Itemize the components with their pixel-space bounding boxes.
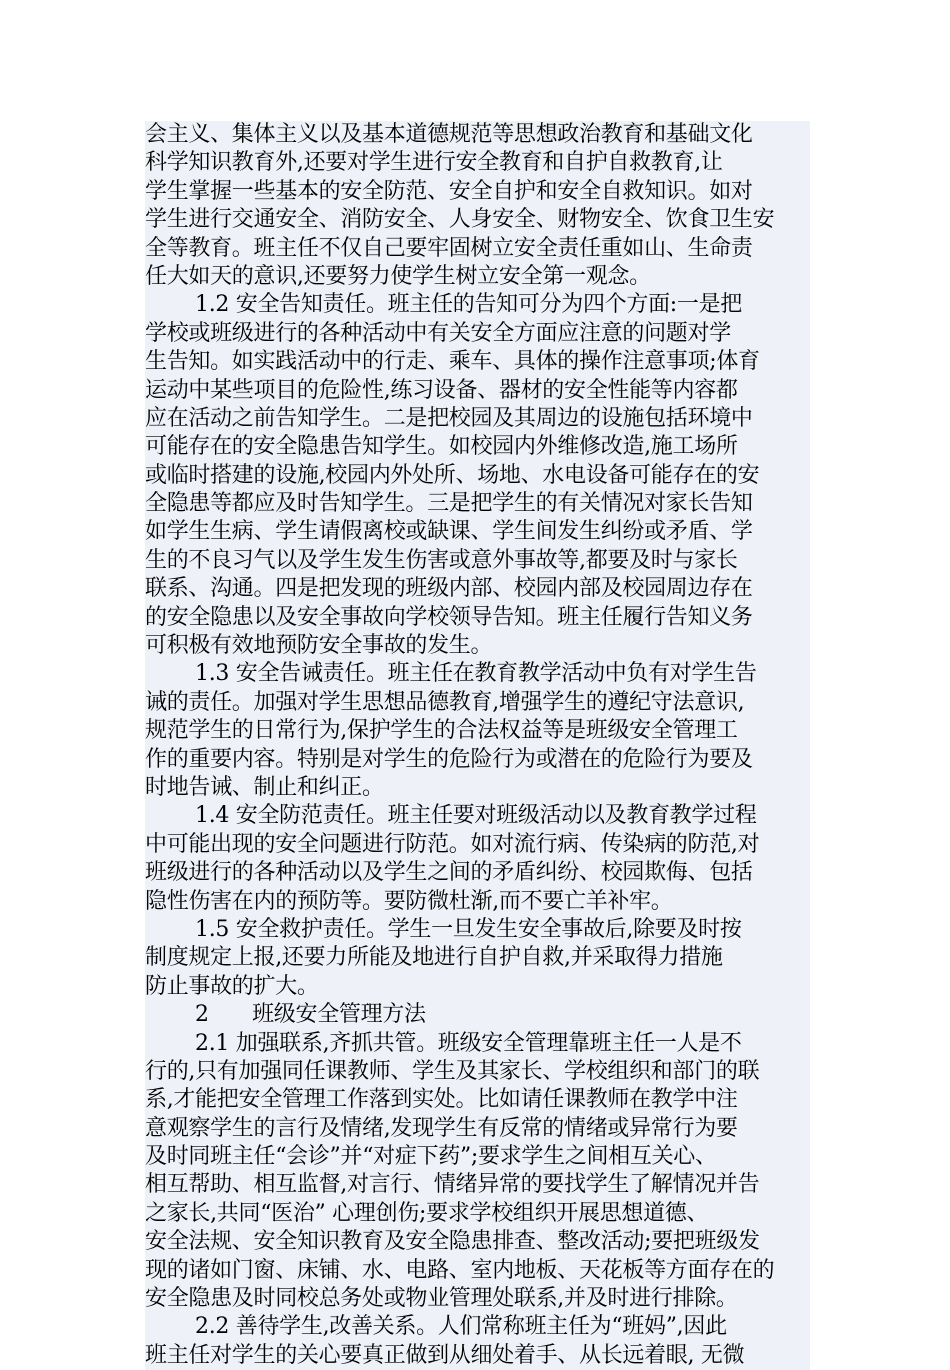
text-line: 全隐患等都应及时告知学生。三是把学生的有关情况对家长告知 bbox=[145, 491, 753, 517]
text-line: 可积极有效地预防安全事故的发生。 bbox=[145, 633, 493, 659]
text-line: 学生进行交通安全、消防安全、人身安全、财物安全、饮食卫生安 bbox=[145, 207, 775, 233]
text-line: 安全隐患及时同校总务处或物业管理处联系,并及时进行排除。 bbox=[145, 1286, 738, 1312]
text-line: 学校或班级进行的各种活动中有关安全方面应注意的问题对学 bbox=[145, 320, 731, 346]
text-line: 2.2 善待学生,改善关系。人们常称班主任为“班妈”,因此 bbox=[195, 1314, 727, 1340]
text-line: 之家长,共同“医治” 心理创伤;要求学校组织开展思想道德、 bbox=[145, 1200, 709, 1226]
body-text bbox=[145, 121, 810, 1370]
text-line: 2 班级安全管理方法 bbox=[195, 1002, 426, 1028]
text-line: 全等教育。班主任不仅自己要牢固树立安全责任重如山、生命责 bbox=[145, 235, 753, 261]
text-line: 现的诸如门窗、床铺、水、电路、室内地板、天花板等方面存在的 bbox=[145, 1257, 775, 1283]
text-line: 1.4 安全防范责任。班主任要对班级活动以及教育教学过程 bbox=[195, 803, 757, 829]
text-line: 1.2 安全告知责任。班主任的告知可分为四个方面:一是把 bbox=[195, 292, 742, 318]
text-line: 防止事故的扩大。 bbox=[145, 973, 319, 999]
text-line: 班级进行的各种活动以及学生之间的矛盾纠纷、校园欺侮、包括 bbox=[145, 860, 753, 886]
text-line: 会主义、集体主义以及基本道德规范等思想政治教育和基础文化 bbox=[145, 122, 753, 147]
text-line: 诫的责任。加强对学生思想品德教育,增强学生的遵纪守法意识, bbox=[145, 689, 745, 715]
text-line: 相互帮助、相互监督,对言行、情绪异常的要找学生了解情况并告 bbox=[145, 1172, 760, 1198]
text-line: 隐性伤害在内的预防等。要防微杜渐,而不要亡羊补牢。 bbox=[145, 888, 673, 914]
text-line: 制度规定上报,还要力所能及地进行自护自救,并采取得力措施 bbox=[145, 945, 723, 971]
text-line: 中可能出现的安全问题进行防范。如对流行病、传染病的防范,对 bbox=[145, 831, 760, 857]
text-line: 意观察学生的言行及情绪,发现学生有反常的情绪或异常行为要 bbox=[145, 1115, 738, 1141]
text-line: 如学生生病、学生请假离校或缺课、学生间发生纠纷或矛盾、学 bbox=[145, 519, 753, 545]
text-line: 1.5 安全救护责任。学生一旦发生安全事故后,除要及时按 bbox=[195, 916, 742, 942]
text-line: 可能存在的安全隐患告知学生。如校园内外维修改造,施工场所 bbox=[145, 434, 738, 460]
text-line: 生的不良习气以及学生发生伤害或意外事故等,都要及时与家长 bbox=[145, 547, 738, 573]
text-line: 应在活动之前告知学生。二是把校园及其周边的设施包括环境中 bbox=[145, 405, 753, 431]
text-line: 规范学生的日常行为,保护学生的合法权益等是班级安全管理工 bbox=[145, 718, 738, 744]
text-line: 班主任对学生的关心要真正做到从细处着手、从长远着眼, 无微 bbox=[145, 1342, 745, 1368]
text-line: 行的,只有加强同任课教师、学生及其家长、学校组织和部门的联 bbox=[145, 1058, 760, 1084]
text-line: 2.1 加强联系,齐抓共管。班级安全管理靠班主任一人是不 bbox=[195, 1030, 742, 1056]
text-line: 时地告诫、制止和纠正。 bbox=[145, 774, 384, 800]
text-line: 1.3 安全告诫责任。班主任在教育教学活动中负有对学生告 bbox=[195, 661, 757, 687]
text-line: 或临时搭建的设施,校园内外处所、场地、水电设备可能存在的安 bbox=[145, 462, 760, 488]
text-line: 作的重要内容。特别是对学生的危险行为或潜在的危险行为要及 bbox=[145, 746, 753, 772]
text-line: 联系、沟通。四是把发现的班级内部、校园内部及校园周边存在 bbox=[145, 576, 753, 602]
text-line: 安全法规、安全知识教育及安全隐患排查、整改活动;要把班级发 bbox=[145, 1229, 760, 1255]
text-line: 系,才能把安全管理工作落到实处。比如请任课教师在教学中注 bbox=[145, 1087, 738, 1113]
text-line: 任大如天的意识,还要努力使学生树立安全第一观念。 bbox=[145, 263, 651, 289]
text-line: 的安全隐患以及安全事故向学校领导告知。班主任履行告知义务 bbox=[145, 604, 753, 630]
text-line: 及时同班主任“会诊”并“对症下药”;要求学生之间相互关心、 bbox=[145, 1144, 717, 1170]
text-line: 学生掌握一些基本的安全防范、安全自护和安全自救知识。如对 bbox=[145, 178, 753, 204]
text-line: 科学知识教育外,还要对学生进行安全教育和自护自救教育,让 bbox=[145, 150, 723, 176]
text-line: 生告知。如实践活动中的行走、乘车、具体的操作注意事项;体育 bbox=[145, 349, 760, 375]
text-line: 运动中某些项目的危险性,练习设备、器材的安全性能等内容都 bbox=[145, 377, 738, 403]
